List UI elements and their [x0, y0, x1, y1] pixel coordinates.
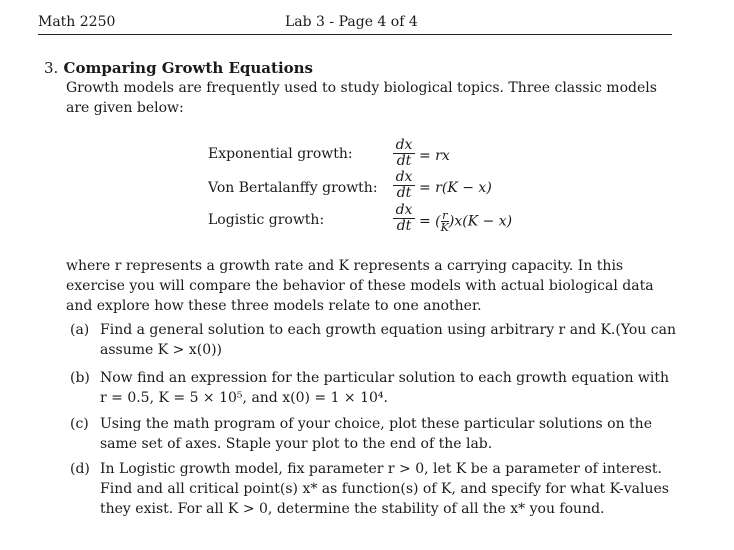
fraction-numerator: dx — [393, 138, 415, 154]
inline-fraction-denominator: K — [440, 221, 449, 234]
equation-derivative-logistic — [393, 203, 415, 234]
item-label: (a) — [70, 322, 90, 338]
section-title — [44, 59, 313, 77]
item-text: Now find an expression for the particular solution to each growth equation with r = 0.5, K = 5 × 10⁵, and x(0) = 1 × 10⁴. — [100, 370, 670, 406]
page-indicator: Lab 3 - Page 4 of 4 — [285, 14, 418, 30]
rhs-suffix: )x(K − x) — [448, 213, 513, 230]
inline-fraction-numerator: r — [442, 209, 448, 222]
equation-label-exponential: Exponential growth: — [208, 146, 353, 162]
inline-fraction — [441, 210, 449, 233]
fraction-denominator: dt — [396, 153, 412, 169]
explanation-paragraph: where r represents a growth rate and K represents a carrying capacity. In this exercise you will compare the behavior of these models with actual biological data and explore how these three models relate to one another. — [66, 258, 654, 314]
equation-rhs-logistic — [419, 210, 512, 233]
item-label: (b) — [70, 370, 90, 386]
item-label: (d) — [70, 461, 90, 477]
equation-rhs-exponential: = rx — [419, 148, 450, 164]
fraction-numerator: dx — [393, 170, 415, 186]
equation-rhs-bertalanffy: = r(K − x) — [419, 180, 492, 196]
rhs-prefix: = ( — [419, 213, 441, 230]
intro-paragraph: Growth models are frequently used to study biological topics. Three classic models are given below: — [66, 80, 657, 116]
page-header — [38, 14, 672, 35]
section-number: 3. — [44, 59, 59, 77]
equation-label-bertalanffy: Von Bertalanffy growth: — [208, 180, 378, 196]
equation-label-logistic: Logistic growth: — [208, 212, 325, 228]
item-text: Using the math program of your choice, plot these particular solutions on the same set of axes. Staple your plot to the end of the lab. — [100, 416, 652, 452]
fraction-numerator: dx — [393, 203, 415, 219]
equation-derivative-bertalanffy — [393, 170, 415, 201]
item-label: (c) — [70, 416, 89, 432]
section-title-text: Comparing Growth Equations — [63, 59, 314, 77]
fraction-denominator: dt — [396, 218, 412, 234]
item-text: Find a general solution to each growth equation using arbitrary r and K.(You can assume K > x(0)) — [100, 322, 676, 358]
item-text: In Logistic growth model, fix parameter r > 0, let K be a parameter of interest. Find and all critical point(s) x* as function(s) of K, and specify for what K-values they exist. For all K > 0, determine the stability of all the x* you found. — [100, 461, 669, 517]
equation-derivative-exponential — [393, 138, 415, 169]
course-name: Math 2250 — [38, 14, 116, 30]
fraction-denominator: dt — [396, 185, 412, 201]
